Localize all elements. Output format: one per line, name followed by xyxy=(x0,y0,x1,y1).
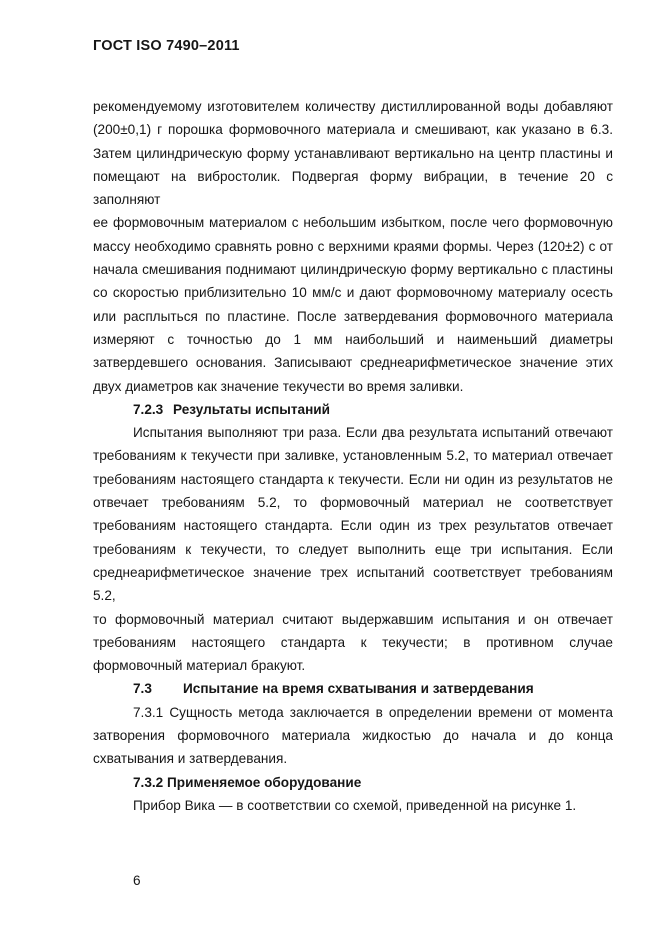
text-line: отвечает требованиям 5.2, то формовочный материал не соответствует xyxy=(93,495,613,511)
text-line: Испытания выполняют три раза. Если два результата испытаний отвечают xyxy=(133,425,613,441)
text-line: измеряют с точностью до 1 мм наибольший и наименьший диаметры xyxy=(93,331,613,347)
text-line: (200±0,1) г порошка формовочного материала и смешивают, как указано в 6.3. xyxy=(93,122,613,138)
text-line: то формовочный материал считают выдержавшим испытания и он отвечает xyxy=(93,611,613,627)
text-line: требованиям настоящего стандарта. Если один из трех результатов отвечает xyxy=(93,518,613,534)
standard-code: ГОСТ ISO 7490–2011 xyxy=(93,38,240,54)
text-line: требованиям настоящего стандарта к текучести. Если ни один из результатов не xyxy=(93,471,613,487)
section-number: 7.3.2 xyxy=(133,774,164,790)
section-heading-7-3-2 xyxy=(93,771,613,794)
page-number: 6 xyxy=(133,873,141,888)
text-line: затвердевшего основания. Записывают среднеарифметическое значение этих xyxy=(93,355,613,371)
text-line: формовочный материал бракуют. xyxy=(93,658,306,674)
text-line: среднеарифметическое значение трех испытаний соответствует требованиям 5.2, xyxy=(93,564,613,604)
text-line: Затем цилиндрическую форму устанавливают вертикально на центр пластины и xyxy=(93,145,613,161)
text-line: Прибор Вика — в соответствии со схемой, приведенной на рисунке 1. xyxy=(133,797,577,813)
text-line: помещают на вибростолик. Подвергая форму вибрации, в течение 20 с заполняют xyxy=(93,168,613,208)
text-line: со скоростью приблизительно 10 мм/с и дают формовочному материалу осесть xyxy=(93,285,613,301)
section-title: Применяемое оборудование xyxy=(167,774,362,790)
text-line: ее формовочным материалом с небольшим избытком, после чего формовочную xyxy=(93,215,613,231)
text-line: начала смешивания поднимают цилиндрическую форму вертикально с пластины xyxy=(93,262,613,278)
text-line: 7.3.1 Сущность метода заключается в определении времени от момента xyxy=(133,704,613,720)
section-title: Результаты испытаний xyxy=(173,401,331,417)
text-line: рекомендуемому изготовителем количеству дистиллированной воды добавляют xyxy=(93,99,613,114)
section-heading-7-2-3 xyxy=(93,398,613,421)
body-text xyxy=(93,95,613,817)
section-number: 7.2.3 xyxy=(133,401,164,417)
text-line: требованиям к текучести при заливке, установленным 5.2, то материал отвечает xyxy=(93,448,613,464)
section-title: Испытание на время схватывания и затвердевания xyxy=(183,681,534,697)
text-line: двух диаметров как значение текучести во время заливки. xyxy=(93,378,464,394)
text-line: или расплыться по пластине. После затвердевания формовочного материала xyxy=(93,308,613,324)
text-line: затворения формовочного материала жидкостью до начала и до конца xyxy=(93,728,613,744)
text-line: требованиям к текучести, то следует выполнить еще три испытания. Если xyxy=(93,541,613,557)
text-line: схватывания и затвердевания. xyxy=(93,751,288,767)
section-number: 7.3 xyxy=(133,681,152,697)
text-line: массу необходимо сравнять ровно с верхними краями формы. Через (120±2) с от xyxy=(93,238,613,254)
text-line: требованиям настоящего стандарта к текучести; в противном случае xyxy=(93,634,613,650)
section-heading-7-3 xyxy=(93,677,613,700)
